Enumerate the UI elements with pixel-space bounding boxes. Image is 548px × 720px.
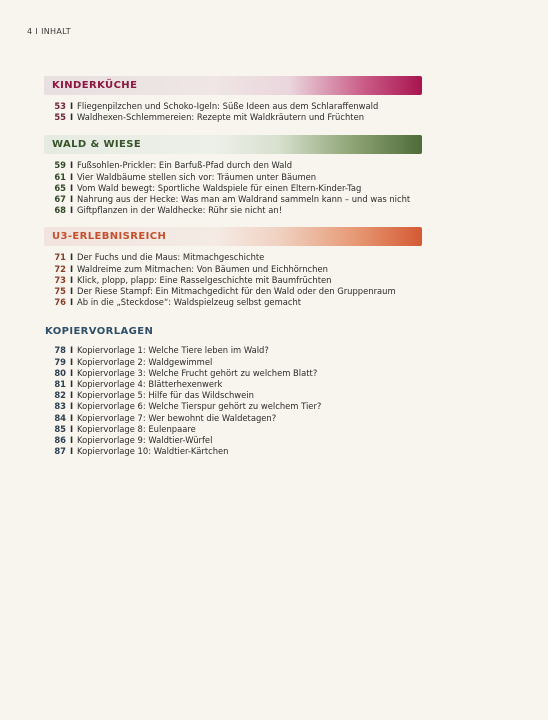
entry-page-number: 79	[54, 356, 66, 367]
section-entries	[44, 252, 422, 308]
entry-title: Kopiervorlage 9: Waldtier-Würfel	[77, 435, 213, 446]
entry-title: Waldhexen-Schlemmereien: Rezepte mit Waldkräutern und Früchten	[77, 112, 365, 123]
entry-title: Kopiervorlage 2: Waldgewimmel	[77, 356, 213, 367]
section-entries	[44, 101, 422, 123]
entry-title: Kopiervorlage 4: Blätterhexenwerk	[77, 379, 223, 390]
toc-entry[interactable]	[44, 112, 422, 123]
entry-title: Vom Wald bewegt: Sportliche Waldspiele für einen Eltern-Kinder-Tag	[77, 182, 362, 193]
toc-entry[interactable]	[44, 424, 422, 435]
toc-entry[interactable]	[44, 264, 422, 275]
entry-page-number: 81	[54, 379, 66, 390]
entry-title: Vier Waldbäume stellen sich vor: Träumen unter Bäumen	[77, 171, 317, 182]
entry-page-number: 85	[54, 423, 66, 434]
page-section-title: INHALT	[41, 27, 71, 36]
entry-title: Fußsohlen-Prickler: Ein Barfuß-Pfad durch den Wald	[77, 160, 293, 171]
entry-separator: I	[69, 274, 74, 285]
entry-separator: I	[69, 379, 74, 390]
entry-separator: I	[69, 252, 74, 263]
section-banner-u3-erlebnisreich	[44, 227, 422, 246]
page-header	[27, 27, 71, 36]
entry-title: Der Fuchs und die Maus: Mitmachgeschichte	[77, 252, 265, 263]
toc-entry[interactable]	[44, 368, 422, 379]
entry-page-number: 68	[54, 205, 66, 216]
entry-separator: I	[69, 205, 74, 216]
table-of-contents	[44, 76, 422, 457]
section-entries	[44, 345, 422, 457]
entry-page-number: 71	[54, 252, 66, 263]
section-entries	[44, 160, 422, 216]
entry-title: Kopiervorlage 1: Welche Tiere leben im Wald?	[77, 345, 269, 356]
entry-separator: I	[69, 194, 74, 205]
toc-entry[interactable]	[44, 172, 422, 183]
section-u3-erlebnisreich	[44, 227, 422, 308]
entry-separator: I	[69, 356, 74, 367]
entry-title: Kopiervorlage 7: Wer bewohnt die Waldetagen?	[77, 412, 277, 423]
entry-page-number: 86	[54, 435, 66, 446]
toc-entry[interactable]	[44, 194, 422, 205]
toc-entry[interactable]	[44, 101, 422, 112]
toc-entry[interactable]	[44, 205, 422, 216]
entry-page-number: 87	[54, 446, 66, 457]
toc-entry[interactable]	[44, 357, 422, 368]
entry-page-number: 59	[54, 160, 66, 171]
entry-separator: I	[69, 182, 74, 193]
section-banner-wald-wiese	[44, 135, 422, 154]
entry-title: Klick, plopp, plapp: Eine Rasselgeschichte mit Baumfrüchten	[77, 274, 332, 285]
section-title: U3-ERLEBNISREICH	[52, 231, 167, 243]
entry-page-number: 75	[54, 286, 66, 297]
entry-separator: I	[69, 112, 74, 123]
toc-entry[interactable]	[44, 160, 422, 171]
toc-entry[interactable]	[44, 252, 422, 263]
toc-entry[interactable]	[44, 401, 422, 412]
section-title: KOPIERVORLAGEN	[45, 326, 154, 338]
entry-separator: I	[69, 286, 74, 297]
entry-page-number: 84	[54, 412, 66, 423]
entry-title: Kopiervorlage 3: Welche Frucht gehört zu welchem Blatt?	[77, 367, 318, 378]
entry-separator: I	[69, 401, 74, 412]
entry-separator: I	[69, 101, 74, 111]
entry-title: Kopiervorlage 6: Welche Tierspur gehört zu welchem Tier?	[77, 401, 322, 412]
entry-separator: I	[69, 345, 74, 356]
toc-entry[interactable]	[44, 297, 422, 308]
entry-separator: I	[69, 171, 74, 182]
entry-separator: I	[69, 367, 74, 378]
entry-page-number: 82	[54, 390, 66, 401]
entry-title: Kopiervorlage 10: Waldtier-Kärtchen	[77, 446, 229, 457]
section-banner-kinderkueche	[44, 76, 422, 95]
toc-entry[interactable]	[44, 286, 422, 297]
toc-entry[interactable]	[44, 435, 422, 446]
page-number: 4	[27, 27, 33, 36]
entry-page-number: 61	[54, 171, 66, 182]
entry-page-number: 78	[54, 345, 66, 356]
toc-entry[interactable]	[44, 275, 422, 286]
entry-page-number: 67	[54, 194, 66, 205]
entry-title: Kopiervorlage 8: Eulenpaare	[77, 423, 196, 434]
entry-title: Fliegenpilzchen und Schoko-Igeln: Süße Ideen aus dem Schlaraffenwald	[77, 101, 379, 111]
entry-page-number: 55	[54, 112, 66, 123]
entry-title: Giftpflanzen in der Waldhecke: Rühr sie nicht an!	[77, 205, 283, 216]
entry-page-number: 80	[54, 367, 66, 378]
toc-entry[interactable]	[44, 390, 422, 401]
entry-separator: I	[69, 297, 74, 308]
toc-entry[interactable]	[44, 379, 422, 390]
entry-page-number: 73	[54, 274, 66, 285]
entry-page-number: 72	[54, 263, 66, 274]
toc-entry[interactable]	[44, 183, 422, 194]
section-kinderkueche	[44, 76, 422, 123]
section-title: WALD & WIESE	[52, 139, 142, 151]
entry-separator: I	[69, 160, 74, 171]
entry-separator: I	[69, 435, 74, 446]
entry-title: Der Riese Stampf: Ein Mitmachgedicht für den Wald oder den Gruppenraum	[77, 286, 396, 297]
entry-title: Ab in die „Steckdose“: Waldspielzeug selbst gemacht	[77, 297, 302, 308]
entry-page-number: 76	[54, 297, 66, 308]
toc-entry[interactable]	[44, 446, 422, 457]
entry-page-number: 83	[54, 401, 66, 412]
entry-page-number: 65	[54, 182, 66, 193]
entry-separator: I	[69, 412, 74, 423]
entry-title: Waldreime zum Mitmachen: Von Bäumen und Eichhörnchen	[77, 263, 328, 274]
entry-separator: I	[69, 446, 74, 457]
toc-entry[interactable]	[44, 345, 422, 356]
entry-page-number: 53	[54, 101, 66, 111]
toc-entry[interactable]	[44, 413, 422, 424]
section-wald-wiese	[44, 135, 422, 216]
entry-title: Kopiervorlage 5: Hilfe für das Wildschwein	[77, 390, 254, 401]
entry-separator: I	[69, 263, 74, 274]
section-banner-kopiervorlagen	[44, 322, 422, 341]
entry-separator: I	[69, 390, 74, 401]
entry-title: Nahrung aus der Hecke: Was man am Waldrand sammeln kann – und was nicht	[77, 194, 411, 205]
section-kopiervorlagen	[44, 322, 422, 457]
header-separator: I	[35, 27, 39, 36]
section-title: KINDERKÜCHE	[52, 80, 138, 91]
entry-separator: I	[69, 423, 74, 434]
